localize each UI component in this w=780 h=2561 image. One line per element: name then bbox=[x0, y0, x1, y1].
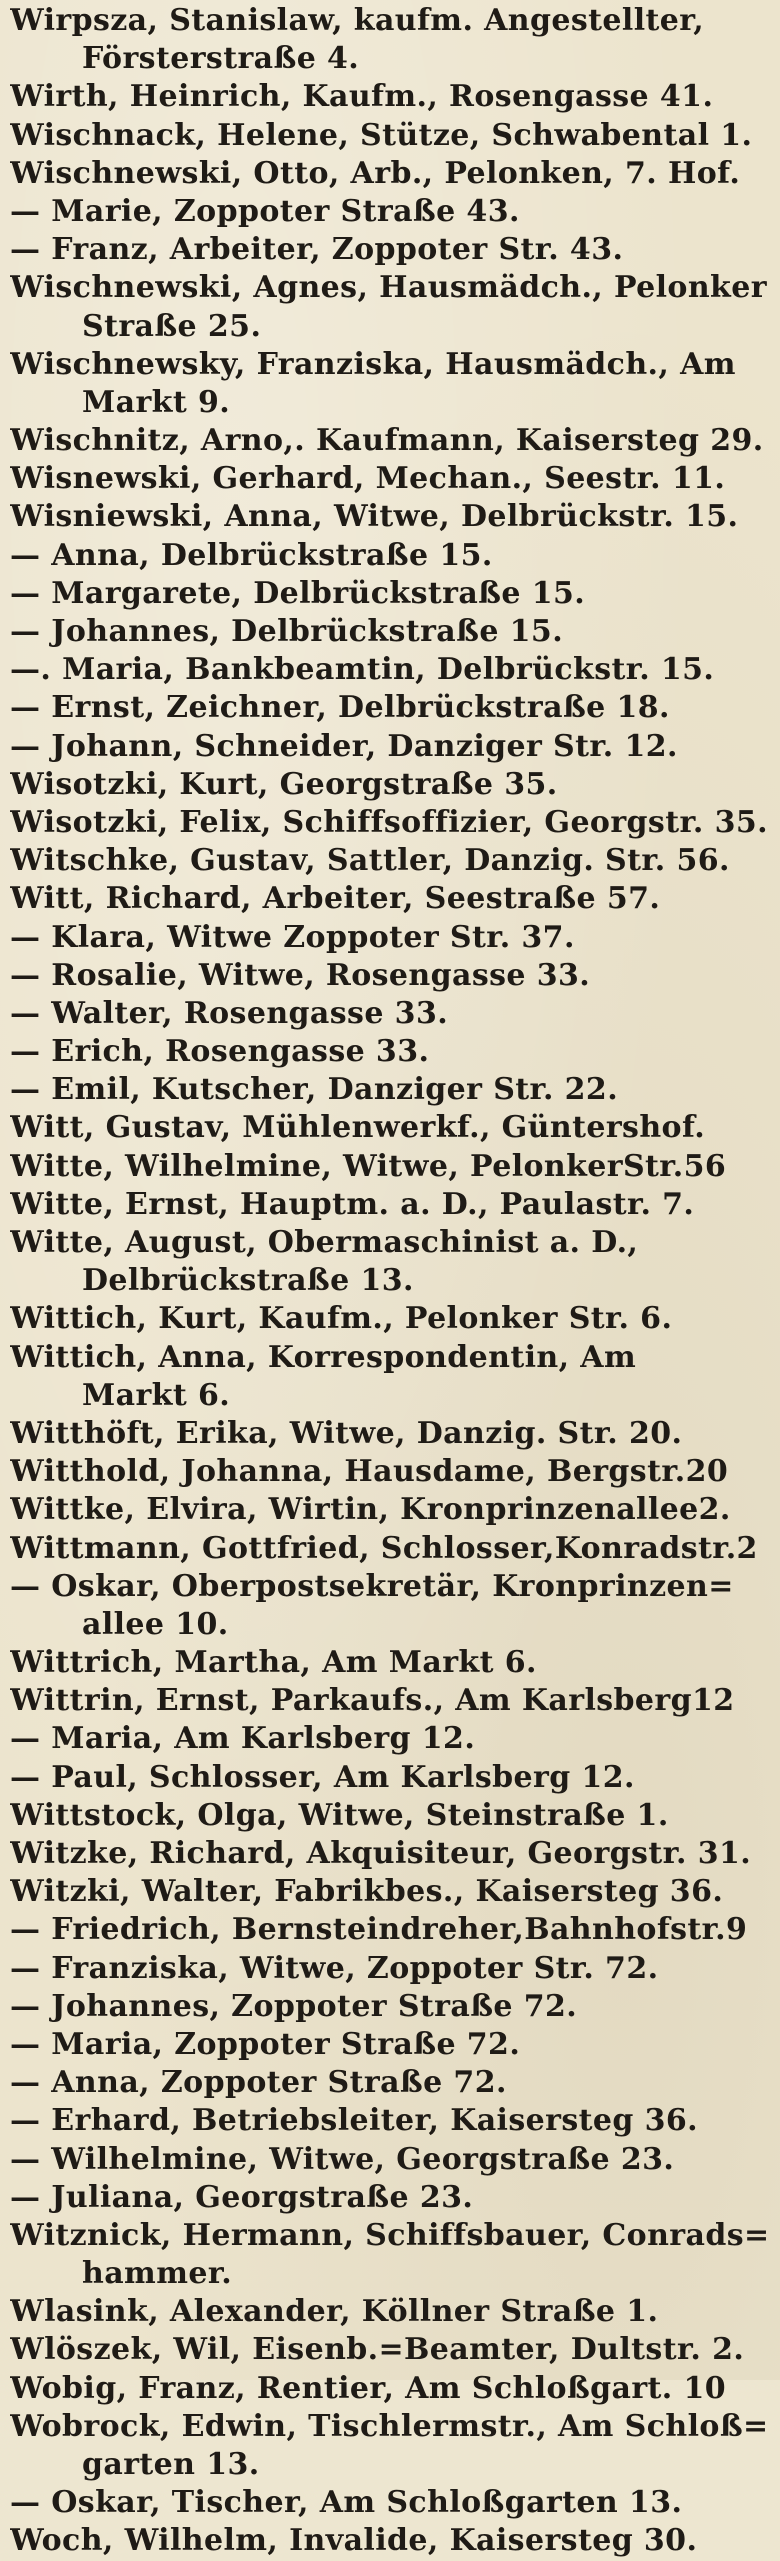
directory-entry bbox=[10, 1300, 772, 1338]
entry-line: Wirth, Heinrich, Kaufm., Rosengasse 41. bbox=[10, 79, 714, 115]
directory-entry bbox=[10, 1033, 772, 1071]
entry-line: Wittstock, Olga, Witwe, Steinstraße 1. bbox=[10, 1797, 669, 1833]
entry-continuation-line: hammer. bbox=[82, 2256, 233, 2292]
directory-entry bbox=[10, 1148, 772, 1186]
entry-line: Witznick, Hermann, Schiffsbauer, Conrads= bbox=[10, 2217, 770, 2253]
directory-entry bbox=[10, 995, 772, 1033]
directory-entry bbox=[10, 2141, 772, 2179]
entry-continuation-line: allee 10. bbox=[82, 1606, 229, 1642]
directory-entry bbox=[10, 880, 772, 918]
directory-entry bbox=[10, 346, 772, 422]
directory-entry bbox=[10, 1415, 772, 1453]
entry-line: Witte, Ernst, Hauptm. a. D., Paulastr. 7. bbox=[10, 1186, 695, 1222]
entry-line: Wischnack, Helene, Stütze, Schwabental 1. bbox=[10, 117, 753, 153]
entry-line: — Johannes, Zoppoter Straße 72. bbox=[10, 1988, 578, 2024]
directory-entry bbox=[10, 1797, 772, 1835]
entry-line: — Marie, Zoppoter Straße 43. bbox=[10, 193, 520, 229]
entry-line: Witschke, Gustav, Sattler, Danzig. Str. 56. bbox=[10, 843, 730, 879]
directory-entry bbox=[10, 919, 772, 957]
directory-entry bbox=[10, 1720, 772, 1758]
directory-entry bbox=[10, 117, 772, 155]
directory-entry bbox=[10, 804, 772, 842]
directory-entry bbox=[10, 842, 772, 880]
entry-line: — Emil, Kutscher, Danziger Str. 22. bbox=[10, 1072, 619, 1108]
entry-line: — Erhard, Betriebsleiter, Kaisersteg 36. bbox=[10, 2103, 698, 2139]
entry-line: — Maria, Zoppoter Straße 72. bbox=[10, 2026, 521, 2062]
entry-line: Witzke, Richard, Akquisiteur, Georgstr. 31. bbox=[10, 1836, 752, 1871]
directory-entry bbox=[10, 2331, 772, 2369]
directory-entry bbox=[10, 2408, 772, 2484]
directory-entry bbox=[10, 2484, 772, 2522]
entry-line: Witt, Richard, Arbeiter, Seestraße 57. bbox=[10, 881, 661, 917]
entry-line: — Oskar, Tischer, Am Schloßgarten 13. bbox=[10, 2485, 683, 2521]
directory-entry bbox=[10, 1186, 772, 1224]
entry-line: Wobig, Franz, Rentier, Am Schloßgart. 10 bbox=[10, 2370, 727, 2406]
entry-line: Wisnewski, Gerhard, Mechan., Seestr. 11. bbox=[10, 461, 726, 497]
entry-line: Wischnewsky, Franziska, Hausmädch., Am bbox=[10, 346, 736, 382]
entry-line: Witthöft, Erika, Witwe, Danzig. Str. 20. bbox=[10, 1415, 683, 1451]
directory-entry bbox=[10, 1835, 772, 1873]
directory-entry bbox=[10, 1759, 772, 1797]
entry-line: Wischnewski, Otto, Arb., Pelonken, 7. Hof. bbox=[10, 155, 741, 191]
directory-entry bbox=[10, 1873, 772, 1911]
directory-entry bbox=[10, 1682, 772, 1720]
directory-entry bbox=[10, 1491, 772, 1529]
directory-entry bbox=[10, 1644, 772, 1682]
directory-entry bbox=[10, 1568, 772, 1644]
directory-entry bbox=[10, 2064, 772, 2102]
directory-entry bbox=[10, 957, 772, 995]
entry-line: — Rosalie, Witwe, Rosengasse 33. bbox=[10, 957, 591, 993]
entry-line: Witte, August, Obermaschinist a. D., bbox=[10, 1225, 639, 1260]
directory-entry bbox=[10, 613, 772, 651]
directory-entry bbox=[10, 1988, 772, 2026]
entry-line: — Klara, Witwe Zoppoter Str. 37. bbox=[10, 919, 575, 955]
directory-entry bbox=[10, 1071, 772, 1109]
entry-line: Wlöszek, Wil, Eisenb.=Beamter, Dultstr. 2. bbox=[10, 2332, 745, 2368]
entry-line: Witzki, Walter, Fabrikbes., Kaisersteg 36. bbox=[10, 1874, 724, 1910]
entry-continuation-line: garten 13. bbox=[82, 2447, 260, 2482]
entry-line: Wischnewski, Agnes, Hausmädch., Pelonker bbox=[10, 270, 767, 306]
entry-line: — Franziska, Witwe, Zoppoter Str. 72. bbox=[10, 1950, 659, 1986]
directory-entry bbox=[10, 422, 772, 460]
entry-line: — Wilhelmine, Witwe, Georgstraße 23. bbox=[10, 2141, 675, 2177]
directory-entry bbox=[10, 1453, 772, 1491]
entry-line: —. Maria, Bankbeamtin, Delbrückstr. 15. bbox=[10, 652, 715, 688]
directory-entry bbox=[10, 155, 772, 193]
directory-entry bbox=[10, 1109, 772, 1147]
entry-line: Witthold, Johanna, Hausdame, Bergstr.20 bbox=[10, 1454, 729, 1490]
entry-continuation-line: Försterstraße 4. bbox=[82, 41, 360, 77]
directory-entry bbox=[10, 1339, 772, 1415]
entry-line: — Oskar, Oberpostsekretär, Kronprinzen= bbox=[10, 1568, 734, 1604]
directory-entry bbox=[10, 651, 772, 689]
directory-entry bbox=[10, 689, 772, 727]
entry-line: Wittrich, Martha, Am Markt 6. bbox=[10, 1645, 537, 1681]
entry-line: Wirpsza, Stanislaw, kaufm. Angestellter, bbox=[10, 3, 705, 38]
entry-line: — Friedrich, Bernsteindreher,Bahnhofstr.9 bbox=[10, 1912, 748, 1948]
directory-entry bbox=[10, 2217, 772, 2293]
directory-entry bbox=[10, 460, 772, 498]
directory-entry bbox=[10, 269, 772, 345]
directory-entry bbox=[10, 2522, 772, 2560]
entry-line: — Johann, Schneider, Danziger Str. 12. bbox=[10, 728, 678, 764]
entry-line: — Johannes, Delbrückstraße 15. bbox=[10, 614, 564, 649]
directory-entry bbox=[10, 1911, 772, 1949]
entry-line: Witt, Gustav, Mühlenwerkf., Güntershof. bbox=[10, 1110, 706, 1146]
directory-entry bbox=[10, 1530, 772, 1568]
directory-entry bbox=[10, 575, 772, 613]
entry-line: Wisniewski, Anna, Witwe, Delbrückstr. 15. bbox=[10, 499, 739, 535]
entry-line: Woch, Wilhelm, Invalide, Kaisersteg 30. bbox=[10, 2523, 698, 2559]
entry-line: Wischnitz, Arno,. Kaufmann, Kaisersteg 29. bbox=[10, 423, 764, 459]
entry-continuation-line: Markt 9. bbox=[82, 384, 231, 420]
entry-line: Wittich, Anna, Korrespondentin, Am bbox=[10, 1339, 637, 1375]
entry-continuation-line: Straße 25. bbox=[82, 308, 262, 344]
entry-line: Witte, Wilhelmine, Witwe, PelonkerStr.56 bbox=[10, 1148, 727, 1184]
entry-line: Wisotzki, Felix, Schiffsoffizier, Georgstr. 35. bbox=[10, 804, 769, 840]
entry-continuation-line: Markt 6. bbox=[82, 1377, 231, 1413]
directory-entry bbox=[10, 2026, 772, 2064]
directory-entry bbox=[10, 1224, 772, 1300]
directory-entry bbox=[10, 78, 772, 116]
entry-line: — Walter, Rosengasse 33. bbox=[10, 995, 449, 1031]
entry-line: — Ernst, Zeichner, Delbrückstraße 18. bbox=[10, 690, 670, 726]
directory-entry bbox=[10, 2102, 772, 2140]
directory-entry bbox=[10, 193, 772, 231]
entry-continuation-line: Delbrückstraße 13. bbox=[82, 1263, 414, 1299]
entry-line: Wlasink, Alexander, Köllner Straße 1. bbox=[10, 2294, 659, 2330]
entry-line: — Margarete, Delbrückstraße 15. bbox=[10, 575, 586, 611]
entry-line: — Anna, Delbrückstraße 15. bbox=[10, 537, 493, 573]
directory-entry bbox=[10, 766, 772, 804]
directory-entry bbox=[10, 537, 772, 575]
directory-entry bbox=[10, 2370, 772, 2408]
entry-line: — Erich, Rosengasse 33. bbox=[10, 1034, 430, 1070]
entry-line: — Paul, Schlosser, Am Karlsberg 12. bbox=[10, 1759, 635, 1795]
directory-entry bbox=[10, 2179, 772, 2217]
directory-entry bbox=[10, 728, 772, 766]
entry-line: Wittich, Kurt, Kaufm., Pelonker Str. 6. bbox=[10, 1301, 673, 1337]
entry-line: Wisotzki, Kurt, Georgstraße 35. bbox=[10, 766, 558, 802]
entry-line: — Maria, Am Karlsberg 12. bbox=[10, 1721, 476, 1757]
entry-line: Wittke, Elvira, Wirtin, Kronprinzenallee2. bbox=[10, 1492, 731, 1528]
entry-line: — Juliana, Georgstraße 23. bbox=[10, 2179, 474, 2215]
entry-line: — Anna, Zoppoter Straße 72. bbox=[10, 2065, 507, 2101]
directory-entry bbox=[10, 2, 772, 78]
entry-line: Wittrin, Ernst, Parkaufs., Am Karlsberg12 bbox=[10, 1683, 735, 1719]
entry-line: — Franz, Arbeiter, Zoppoter Str. 43. bbox=[10, 232, 624, 268]
directory-entry bbox=[10, 231, 772, 269]
directory-entry bbox=[10, 498, 772, 536]
entry-line: Wittmann, Gottfried, Schlosser,Konradstr.2 bbox=[10, 1530, 758, 1566]
entry-line: Wobrock, Edwin, Tischlermstr., Am Schloß= bbox=[10, 2408, 769, 2444]
directory-entry bbox=[10, 2293, 772, 2331]
directory-entry bbox=[10, 1950, 772, 1988]
